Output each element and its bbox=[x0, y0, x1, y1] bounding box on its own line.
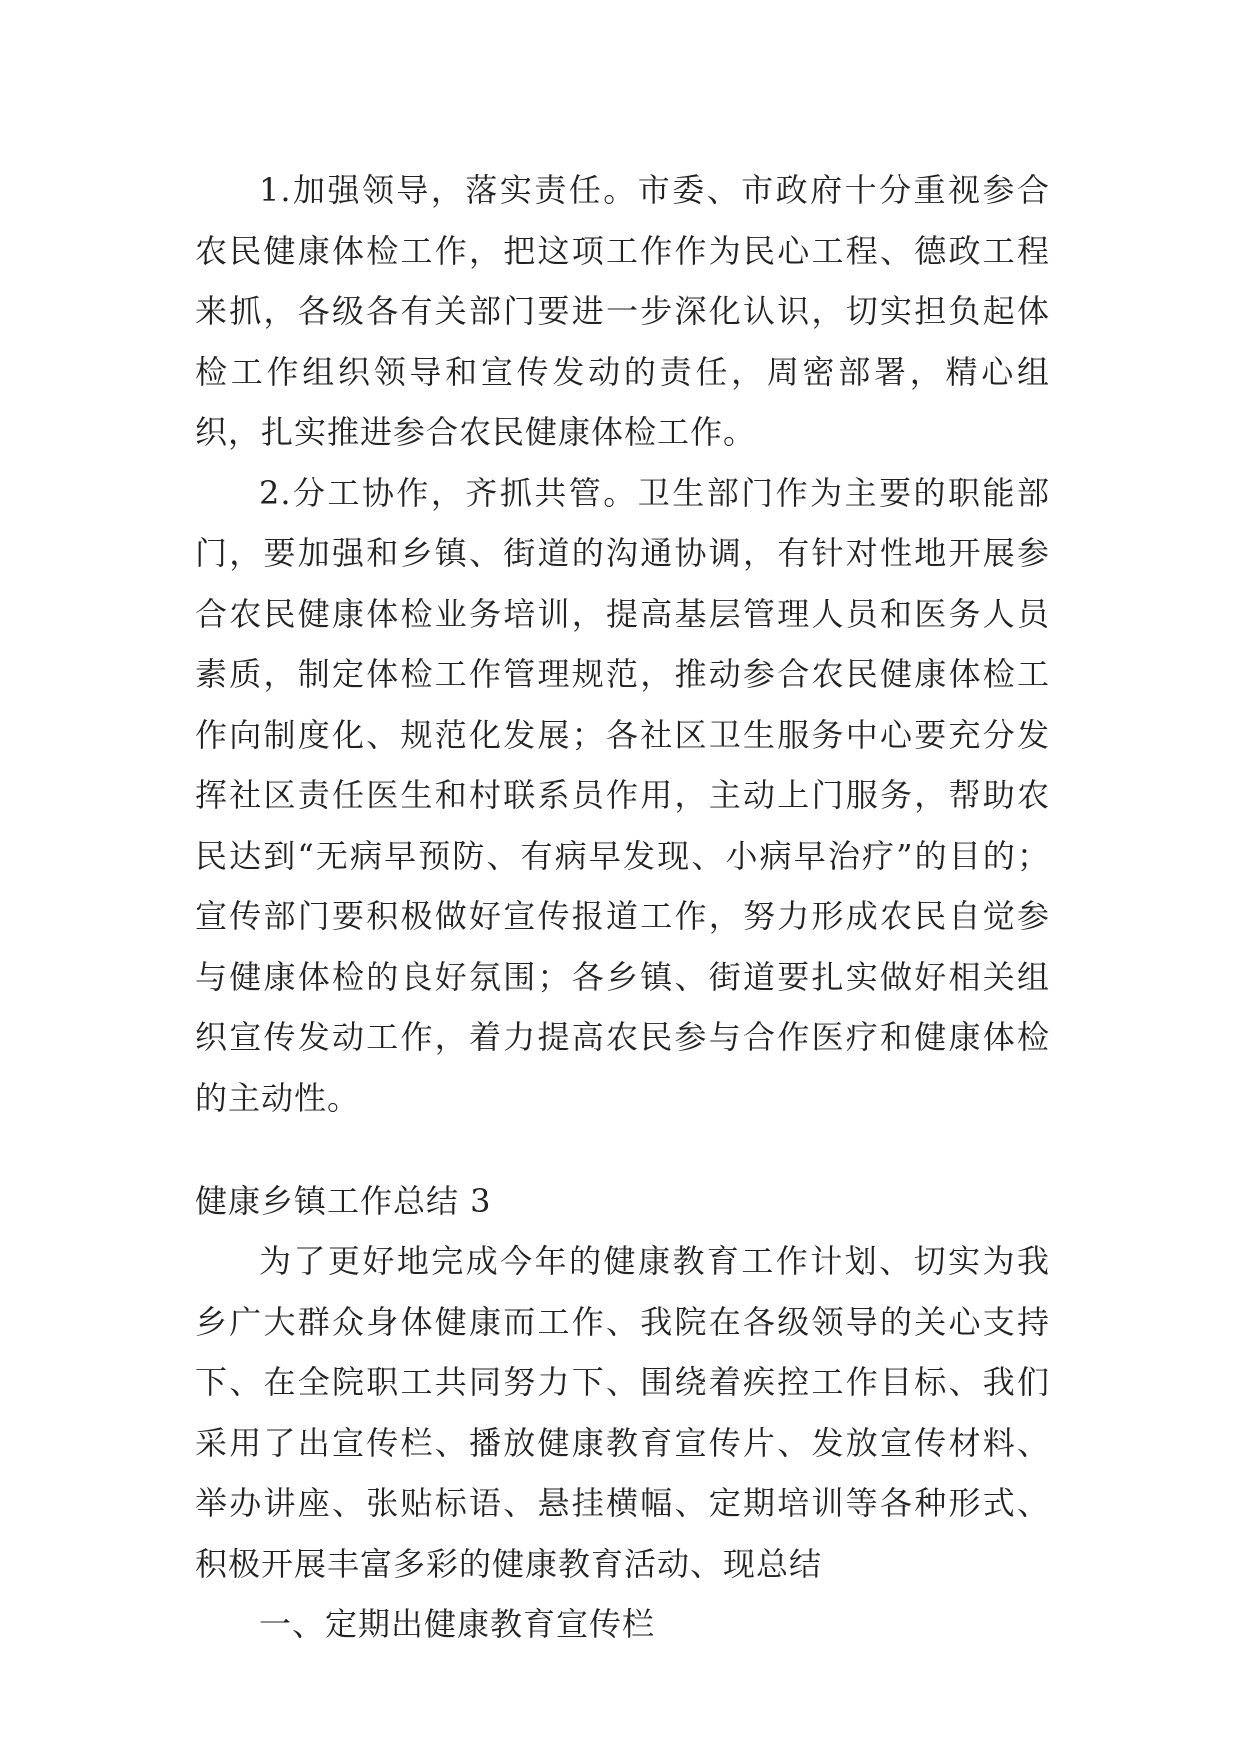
paragraph-leadership: 1.加强领导，落实责任。市委、市政府十分重视参合农民健康体检工作，把这项工作作为民心工程、德政工程来抓，各级各有关部门要进一步深化认识，切实担负起体检工作组织领导和宣传发动的责任，周密部署，精心组织，扎实推进参合农民健康体检工作。 bbox=[195, 171, 1050, 451]
document-body bbox=[195, 160, 1050, 1654]
paragraph-division-of-work: 2.分工协作，齐抓共管。卫生部门作为主要的职能部门，要加强和乡镇、街道的沟通协调，有针对性地开展参合农民健康体检业务培训，提高基层管理人员和医务人员素质，制定体检工作管理规范，推动参合农民健康体检工作向制度化、规范化发展；各社区卫生服务中心要充分发挥社区责任医生和村联系员作用，主动上门服务，帮助农民达到“无病早预防、有病早发现、小病早治疗”的目的；宣传部门要积极做好宣传报道工作，努力形成农民自觉参与健康体检的良好氛围；各乡镇、街道要扎实做好相关组织宣传发动工作，着力提高农民参与合作医疗和健康体检的主动性。 bbox=[195, 473, 1050, 1117]
subheading-bulletin-board: 一、定期出健康教育宣传栏 bbox=[259, 1605, 656, 1643]
section-title: 健康乡镇工作总结 3 bbox=[195, 1182, 492, 1220]
paragraph-intro: 为了更好地完成今年的健康教育工作计划、切实为我乡广大群众身体健康而工作、我院在各级领导的关心支持下、在全院职工共同努力下、围绕着疾控工作目标、我们采用了出宣传栏、播放健康教育宣传片、发放宣传材料、举办讲座、张贴标语、悬挂横幅、定期培训等各种形式、积极开展丰富多彩的健康教育活动、现总结 bbox=[195, 1242, 1050, 1583]
